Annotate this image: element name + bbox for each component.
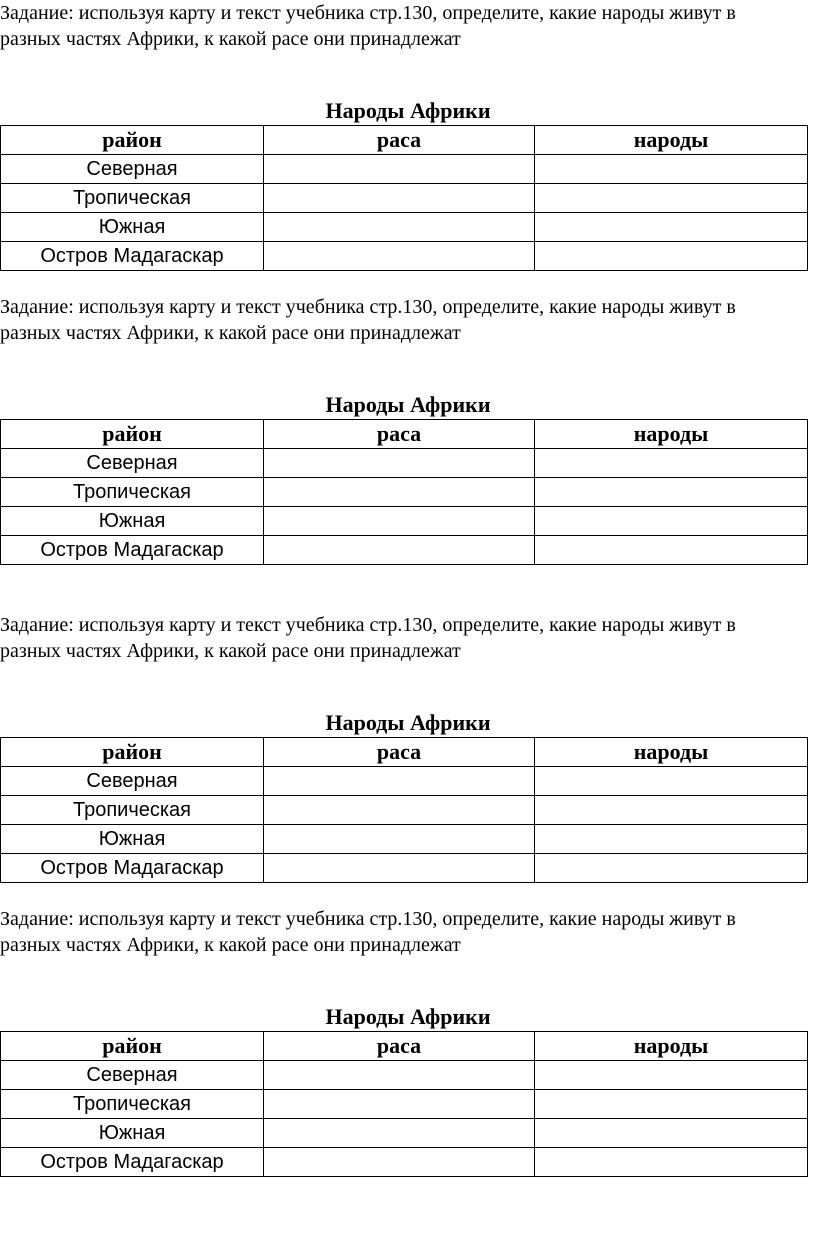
race-cell[interactable] [264, 536, 535, 565]
region-cell: Остров Мадагаскар [1, 242, 264, 271]
table-row [1, 213, 808, 242]
column-header-peoples: народы [535, 420, 808, 449]
peoples-cell[interactable] [535, 1090, 808, 1119]
task-text: Задание: используя карту и текст учебника стр.130, определите, какие народы живут в разных частях Африки, к какой расе они принадлежат [0, 908, 736, 956]
column-header-race: раса [264, 1032, 535, 1061]
race-cell[interactable] [264, 155, 535, 184]
peoples-table [0, 737, 808, 883]
peoples-cell[interactable] [535, 213, 808, 242]
race-cell[interactable] [264, 1119, 535, 1148]
table-row [1, 1148, 808, 1177]
race-cell[interactable] [264, 478, 535, 507]
peoples-cell[interactable] [535, 155, 808, 184]
table-row [1, 242, 808, 271]
table-row [1, 767, 808, 796]
race-cell[interactable] [264, 213, 535, 242]
peoples-cell[interactable] [535, 854, 808, 883]
table-title: Народы Африки [325, 98, 491, 123]
task-text: Задание: используя карту и текст учебника стр.130, определите, какие народы живут в разных частях Африки, к какой расе они принадлежат [0, 296, 736, 344]
peoples-table [0, 419, 808, 565]
peoples-table [0, 1031, 808, 1177]
table-row [1, 854, 808, 883]
table-row [1, 825, 808, 854]
table-row [1, 1061, 808, 1090]
region-cell: Тропическая [1, 1090, 264, 1119]
table-header-row [1, 738, 808, 767]
peoples-table [0, 125, 808, 271]
table-header-row [1, 420, 808, 449]
peoples-cell[interactable] [535, 1119, 808, 1148]
table-row [1, 796, 808, 825]
peoples-cell[interactable] [535, 536, 808, 565]
column-header-peoples: народы [535, 126, 808, 155]
column-header-region: район [1, 1032, 264, 1061]
table-header-row [1, 1032, 808, 1061]
peoples-cell[interactable] [535, 184, 808, 213]
table-title: Народы Африки [325, 392, 491, 417]
region-cell: Южная [1, 507, 264, 536]
region-cell: Тропическая [1, 478, 264, 507]
peoples-cell[interactable] [535, 796, 808, 825]
table-row [1, 507, 808, 536]
race-cell[interactable] [264, 1061, 535, 1090]
table-row [1, 478, 808, 507]
race-cell[interactable] [264, 449, 535, 478]
peoples-cell[interactable] [535, 767, 808, 796]
region-cell: Тропическая [1, 184, 264, 213]
table-title: Народы Африки [325, 710, 491, 735]
race-cell[interactable] [264, 242, 535, 271]
race-cell[interactable] [264, 184, 535, 213]
table-row [1, 536, 808, 565]
table-row [1, 184, 808, 213]
table-header-row [1, 126, 808, 155]
race-cell[interactable] [264, 767, 535, 796]
region-cell: Остров Мадагаскар [1, 1148, 264, 1177]
race-cell[interactable] [264, 1090, 535, 1119]
table-row [1, 155, 808, 184]
race-cell[interactable] [264, 854, 535, 883]
peoples-cell[interactable] [535, 242, 808, 271]
region-cell: Южная [1, 825, 264, 854]
column-header-region: район [1, 126, 264, 155]
region-cell: Остров Мадагаскар [1, 536, 264, 565]
region-cell: Северная [1, 449, 264, 478]
race-cell[interactable] [264, 507, 535, 536]
race-cell[interactable] [264, 825, 535, 854]
column-header-race: раса [264, 420, 535, 449]
region-cell: Северная [1, 1061, 264, 1090]
race-cell[interactable] [264, 796, 535, 825]
column-header-race: раса [264, 738, 535, 767]
region-cell: Остров Мадагаскар [1, 854, 264, 883]
peoples-cell[interactable] [535, 1148, 808, 1177]
task-text: Задание: используя карту и текст учебника стр.130, определите, какие народы живут в разных частях Африки, к какой расе они принадлежат [0, 614, 736, 662]
region-cell: Тропическая [1, 796, 264, 825]
table-row [1, 1119, 808, 1148]
region-cell: Северная [1, 767, 264, 796]
race-cell[interactable] [264, 1148, 535, 1177]
peoples-cell[interactable] [535, 825, 808, 854]
peoples-cell[interactable] [535, 449, 808, 478]
region-cell: Южная [1, 213, 264, 242]
region-cell: Северная [1, 155, 264, 184]
region-cell: Южная [1, 1119, 264, 1148]
table-row [1, 449, 808, 478]
column-header-peoples: народы [535, 1032, 808, 1061]
column-header-race: раса [264, 126, 535, 155]
task-text: Задание: используя карту и текст учебника стр.130, определите, какие народы живут в разных частях Африки, к какой расе они принадлежат [0, 2, 736, 50]
table-title: Народы Африки [325, 1004, 491, 1029]
peoples-cell[interactable] [535, 478, 808, 507]
peoples-cell[interactable] [535, 507, 808, 536]
column-header-peoples: народы [535, 738, 808, 767]
peoples-cell[interactable] [535, 1061, 808, 1090]
column-header-region: район [1, 738, 264, 767]
column-header-region: район [1, 420, 264, 449]
table-row [1, 1090, 808, 1119]
